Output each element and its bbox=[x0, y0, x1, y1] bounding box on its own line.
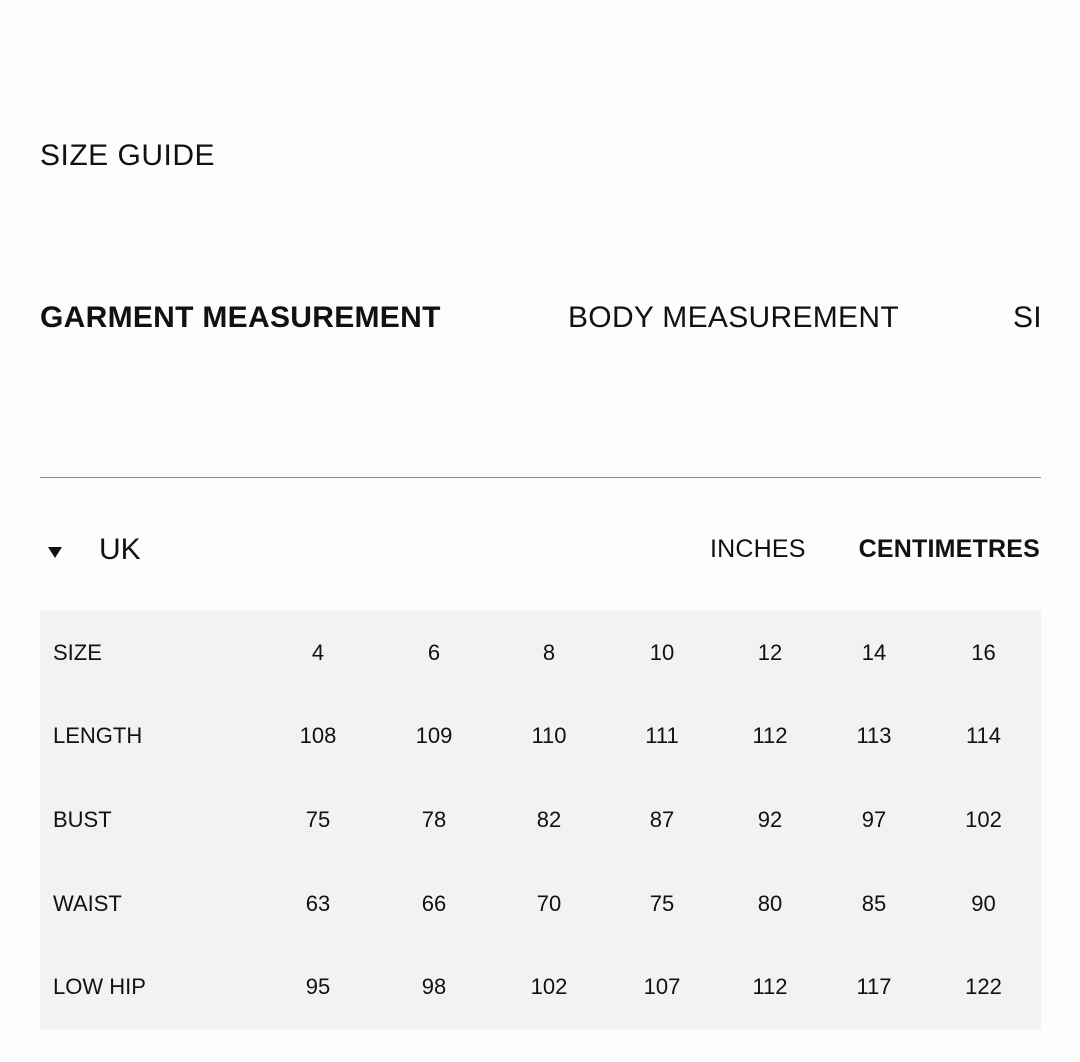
table-row-size bbox=[40, 611, 1041, 695]
table-cell: 109 bbox=[415, 723, 453, 749]
table-cell: 110 bbox=[531, 723, 567, 749]
region-label: UK bbox=[99, 533, 141, 566]
tab-body-measurement[interactable]: BODY MEASUREMENT bbox=[568, 301, 899, 334]
page-title: SIZE GUIDE bbox=[40, 139, 216, 172]
table-cell: 90 bbox=[971, 890, 996, 916]
table-cell: 107 bbox=[643, 974, 681, 1000]
size-cell: 8 bbox=[542, 639, 556, 665]
measurement-tabs bbox=[40, 300, 1042, 340]
table-cell: 102 bbox=[530, 974, 568, 1000]
table-cell: 114 bbox=[965, 723, 1002, 749]
unit-inches-button[interactable]: INCHES bbox=[709, 535, 806, 563]
tab-garment-measurement[interactable]: GARMENT MEASUREMENT bbox=[40, 301, 441, 334]
row-label: LENGTH bbox=[53, 723, 143, 749]
table-row-waist bbox=[40, 862, 1041, 946]
divider bbox=[40, 477, 1041, 478]
size-cell: 10 bbox=[649, 639, 675, 665]
table-cell: 75 bbox=[305, 806, 331, 832]
table-cell: 70 bbox=[536, 890, 562, 916]
table-cell: 102 bbox=[965, 806, 1002, 832]
table-cell: 112 bbox=[752, 974, 788, 1000]
size-cell: 14 bbox=[861, 639, 887, 665]
table-cell: 98 bbox=[421, 974, 447, 1000]
table-cell: 113 bbox=[856, 723, 892, 749]
row-label: BUST bbox=[53, 806, 112, 832]
table-cell: 108 bbox=[299, 723, 337, 749]
table-cell: 112 bbox=[752, 723, 788, 749]
table-cell: 111 bbox=[645, 723, 679, 749]
table-cell: 66 bbox=[421, 890, 447, 916]
unit-toggle bbox=[710, 534, 1040, 564]
size-cell: 4 bbox=[311, 639, 325, 665]
tab-size-truncated[interactable]: SI bbox=[1013, 301, 1042, 334]
size-cell: 16 bbox=[971, 639, 996, 665]
table-cell: 97 bbox=[861, 806, 887, 832]
size-cell: 12 bbox=[757, 639, 783, 665]
region-selector[interactable] bbox=[48, 530, 141, 570]
table-row-length bbox=[40, 695, 1041, 779]
unit-centimetres-button[interactable]: CENTIMETRES bbox=[858, 535, 1040, 563]
table-row-bust bbox=[40, 778, 1041, 862]
table-cell: 82 bbox=[536, 806, 562, 832]
table-cell: 122 bbox=[965, 974, 1002, 1000]
table-cell: 95 bbox=[305, 974, 331, 1000]
row-label: LOW HIP bbox=[53, 974, 146, 1000]
table-cell: 85 bbox=[861, 890, 887, 916]
row-label: SIZE bbox=[53, 639, 102, 665]
row-label: WAIST bbox=[53, 890, 122, 916]
table-cell: 78 bbox=[421, 806, 447, 832]
size-table bbox=[40, 611, 1041, 1029]
table-cell: 63 bbox=[305, 890, 331, 916]
table-cell: 75 bbox=[649, 890, 675, 916]
caret-down-icon bbox=[48, 547, 62, 558]
table-row-low-hip bbox=[40, 945, 1041, 1029]
table-cell: 92 bbox=[757, 806, 783, 832]
size-cell: 6 bbox=[427, 639, 441, 665]
table-cell: 87 bbox=[649, 806, 675, 832]
table-cell: 80 bbox=[757, 890, 783, 916]
table-cell: 117 bbox=[856, 974, 892, 1000]
